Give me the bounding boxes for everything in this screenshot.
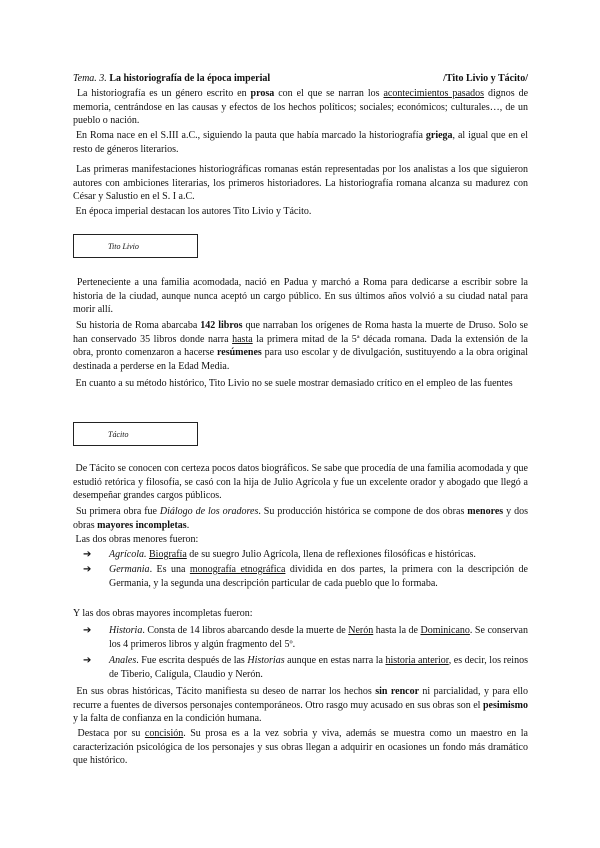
livio-paragraph-2: Su historia de Roma abarcaba 142 libros que narraban los orígenes de Roma hasta la muerte de Druso. Solo se han conservado 35 libros donde narra hasta la primera mitad de la 5ª década romana. Dada la extensión de la obra, pronto comenzaron a hacerse resúmenes para uso escolar y de divulgación, sustituyendo a la obra original destinada a perderse en la Edad Media.	[73, 320, 528, 372]
tacito-paragraph-1: De Tácito se conocen con certeza pocos datos biográficos. Se sabe que procedía de una familia acomodada y que estudió retórica y filosofía, se casó con la hija de Julio Agrícola y fue un excelente orador y abogado que llegó a desempeñar grandes cargos públicos.	[73, 463, 529, 502]
livio-paragraph-3: En cuanto a su método histórico, Tito Livio no se suele mostrar demasiado crítico en el empleo de las fuentes	[75, 378, 513, 389]
major-works-intro: Y las dos obras mayores incompletas fueron:	[73, 608, 253, 619]
page-title: La historiografía de la época imperial	[109, 73, 271, 84]
tema-label: Tema. 3.	[73, 73, 107, 84]
authors-label: /Tito Livio y Tácito/	[443, 73, 528, 84]
page-header	[73, 73, 528, 87]
livio-paragraph-1: Perteneciente a una familia acomodada, nació en Padua y marchó a Roma para dedicarse a escribir sobre la historia de la ciudad, aunque nunca aceptó un cargo público. En sus últimos años volvió a su ciudad natal para morir allí.	[73, 277, 528, 316]
list-item-anales: ➔ Anales. Fue escrita después de las Historias aunque en estas narra la historia anterior, es decir, los reinos de Tiberio, Calígula, Claudio y Nerón.	[83, 655, 528, 680]
arrow-icon: ➔	[83, 655, 92, 666]
intro-paragraph-4: En época imperial destacan los autores Tito Livio y Tácito.	[75, 206, 312, 217]
section-box-tacito: Tácito	[73, 422, 198, 446]
arrow-icon: ➔	[83, 549, 92, 560]
list-item-agricola: ➔ Agrícola. Biografía de su suegro Julio Agrícola, llena de reflexiones filosóficas e históricas.	[83, 549, 476, 560]
intro-paragraph-3: Las primeras manifestaciones historiográficas romanas están representadas por los analistas a los que siguieron autores con ambiciones literarias, los primeros historiadores. La historiografía romana alcanza su madurez con César y Salustio en el S. I a.C.	[73, 164, 528, 203]
list-item-germania: ➔ Germania. Es una monografía etnográfica dividida en dos partes, la primera con la descripción de Germania, y la segunda una descripción particular de cada pueblo que lo formaba.	[83, 564, 528, 589]
tacito-paragraph-2: Su primera obra fue Diálogo de los oradores. Su producción histórica se compone de dos obras menores y dos obras mayores incompletas.	[73, 506, 528, 531]
tacito-paragraph-4: Destaca por su concisión. Su prosa es a la vez sobria y viva, además se muestra como un maestro en la caracterización psicológica de los personajes y sus obras llegan a adquirir en ocasiones un fondo más dramático que histórico.	[73, 728, 528, 767]
intro-paragraph-1: La historiografía es un género escrito en prosa con el que se narran los acontecimientos pasados dignos de memoria, centrándose en las causas y efectos de los hechos políticos; sociales; económicos; culturales…, de un pueblo o nación.	[73, 88, 529, 127]
section-box-tito-livio: Tito Livio	[73, 234, 198, 258]
list-item-historia: ➔ Historia. Consta de 14 libros abarcando desde la muerte de Nerón hasta la de Dominicano. Se conservan los 4 primeros libros y algún fragmento del 5º.	[83, 625, 528, 650]
tacito-paragraph-3: En sus obras históricas, Tácito manifiesta su deseo de narrar los hechos sin rencor ni parcialidad, y para ello recurre a fuentes de diversos personajes contemporáneos. Otro rasgo muy acusado en sus obras son el pesimismo y la falta de confianza en la condición humana.	[73, 686, 528, 725]
minor-works-intro: Las dos obras menores fueron:	[75, 534, 199, 545]
intro-paragraph-2: En Roma nace en el S.III a.C., siguiendo la pauta que había marcado la historiografía griega, al igual que en el resto de géneros literarios.	[73, 130, 529, 155]
arrow-icon: ➔	[83, 564, 92, 575]
arrow-icon: ➔	[83, 625, 92, 636]
